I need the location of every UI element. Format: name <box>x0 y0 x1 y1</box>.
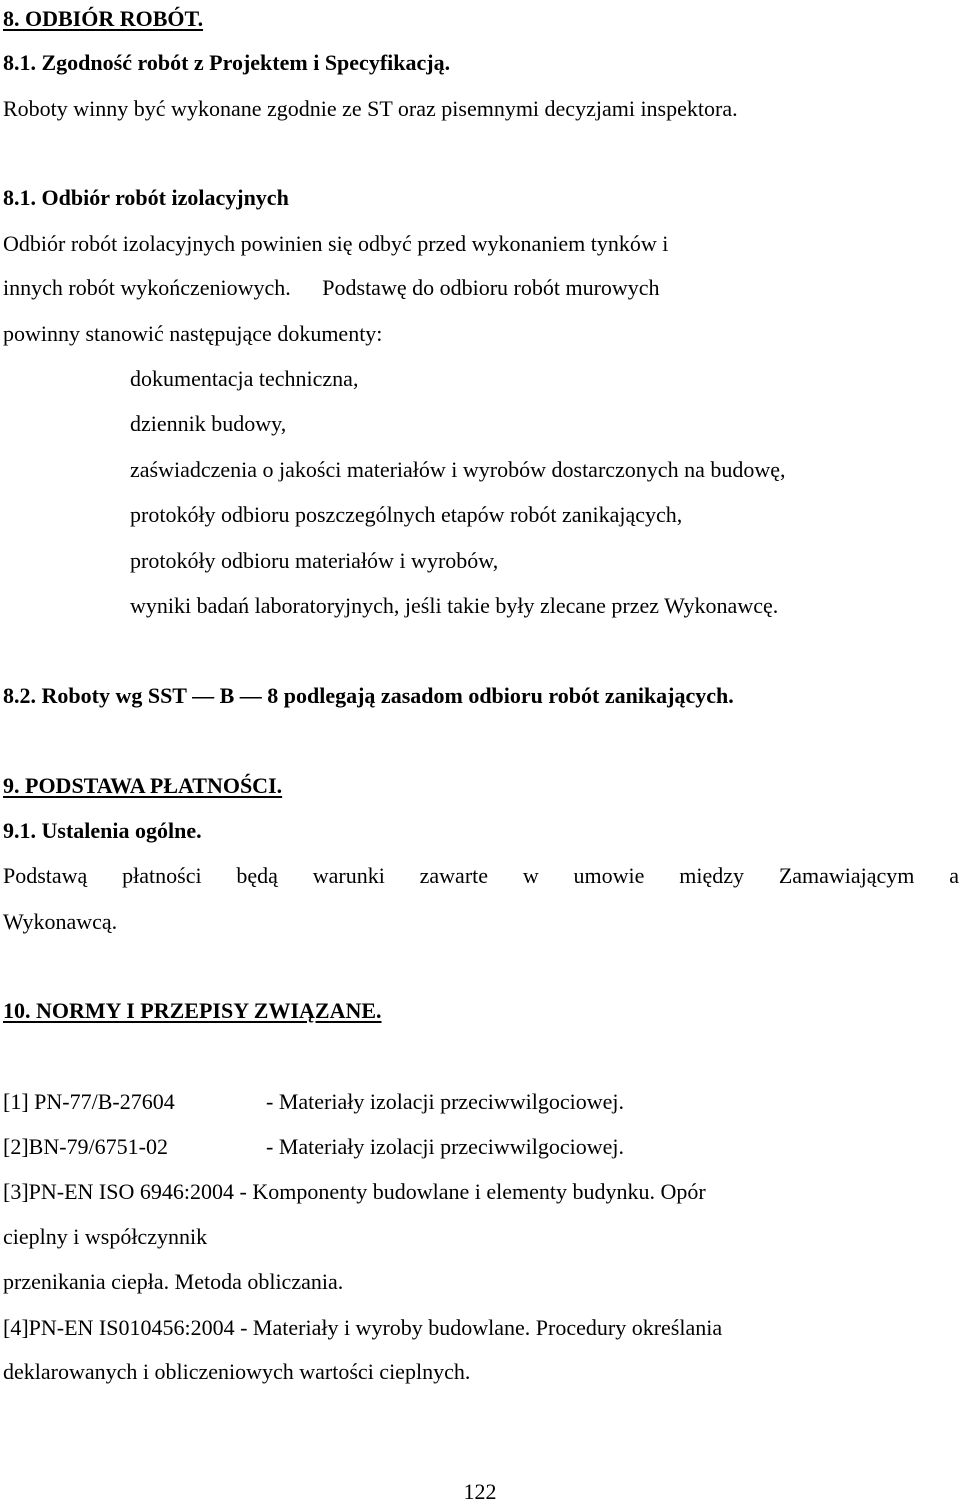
reference-3-line2: cieplny i współczynnik <box>3 1224 208 1249</box>
document-list-item: protokóły odbioru materiałów i wyrobów, <box>130 548 499 573</box>
section-8-heading: 8. ODBIÓR ROBÓT. <box>3 6 204 31</box>
section-8-1b-title: 8.1. Odbiór robót izolacyjnych <box>3 185 289 210</box>
document-list-item: dziennik budowy, <box>130 411 287 436</box>
reference-2-desc: - Materiały izolacji przeciwwilgociowej. <box>266 1134 624 1159</box>
reference-4-line2: deklarowanych i obliczeniowych wartości cieplnych. <box>3 1359 471 1384</box>
section-8-1b-line2b: Podstawę do odbioru robót murowych <box>322 275 660 300</box>
document-list-item: dokumentacja techniczna, <box>130 366 359 391</box>
page-number: 122 <box>463 1479 497 1504</box>
section-8-1b-line1: Odbiór robót izolacyjnych powinien się odbyć przed wykonaniem tynków i <box>3 231 669 256</box>
section-8-1b-line3: powinny stanowić następujące dokumenty: <box>3 321 383 346</box>
reference-1-desc: - Materiały izolacji przeciwwilgociowej. <box>266 1089 624 1114</box>
section-8-1b-line2a: innych robót wykończeniowych. <box>3 275 291 300</box>
section-9-1-title: 9.1. Ustalenia ogólne. <box>3 818 202 843</box>
section-8-1b-line2 <box>3 273 660 303</box>
reference-3-line1: [3]PN-EN ISO 6946:2004 - Komponenty budowlane i elementy budynku. Opór <box>3 1179 706 1204</box>
reference-2 <box>3 1132 624 1162</box>
reference-2-code: [2]BN-79/6751-02 <box>3 1134 168 1159</box>
section-8-2: 8.2. Roboty wg SST — B — 8 podlegają zasadom odbioru robót zanikających. <box>3 683 734 708</box>
document-list-item: wyniki badań laboratoryjnych, jeśli takie były zlecane przez Wykonawcę. <box>130 593 779 618</box>
section-8-1-title: 8.1. Zgodność robót z Projektem i Specyfikacją. <box>3 50 451 75</box>
section-9-1-text-line2: Wykonawcą. <box>3 909 118 934</box>
reference-4-line1: [4]PN-EN IS010456:2004 - Materiały i wyroby budowlane. Procedury określania <box>3 1315 723 1340</box>
reference-1 <box>3 1087 624 1117</box>
document-list-item: protokóły odbioru poszczególnych etapów robót zanikających, <box>130 502 683 527</box>
section-9-1-text-line1: Podstawą płatności będą warunki zawarte w umowie między Zamawiającym a <box>3 863 959 888</box>
reference-3-line3: przenikania ciepła. Metoda obliczania. <box>3 1269 344 1294</box>
section-10-heading: 10. NORMY I PRZEPISY ZWIĄZANE. <box>3 998 382 1023</box>
section-8-1-text: Roboty winny być wykonane zgodnie ze ST oraz pisemnymi decyzjami inspektora. <box>3 96 738 121</box>
section-9-heading: 9. PODSTAWA PŁATNOŚCI. <box>3 773 283 798</box>
reference-1-code: [1] PN-77/B-27604 <box>3 1089 175 1114</box>
document-list-item: zaświadczenia o jakości materiałów i wyrobów dostarczonych na budowę, <box>130 457 786 482</box>
